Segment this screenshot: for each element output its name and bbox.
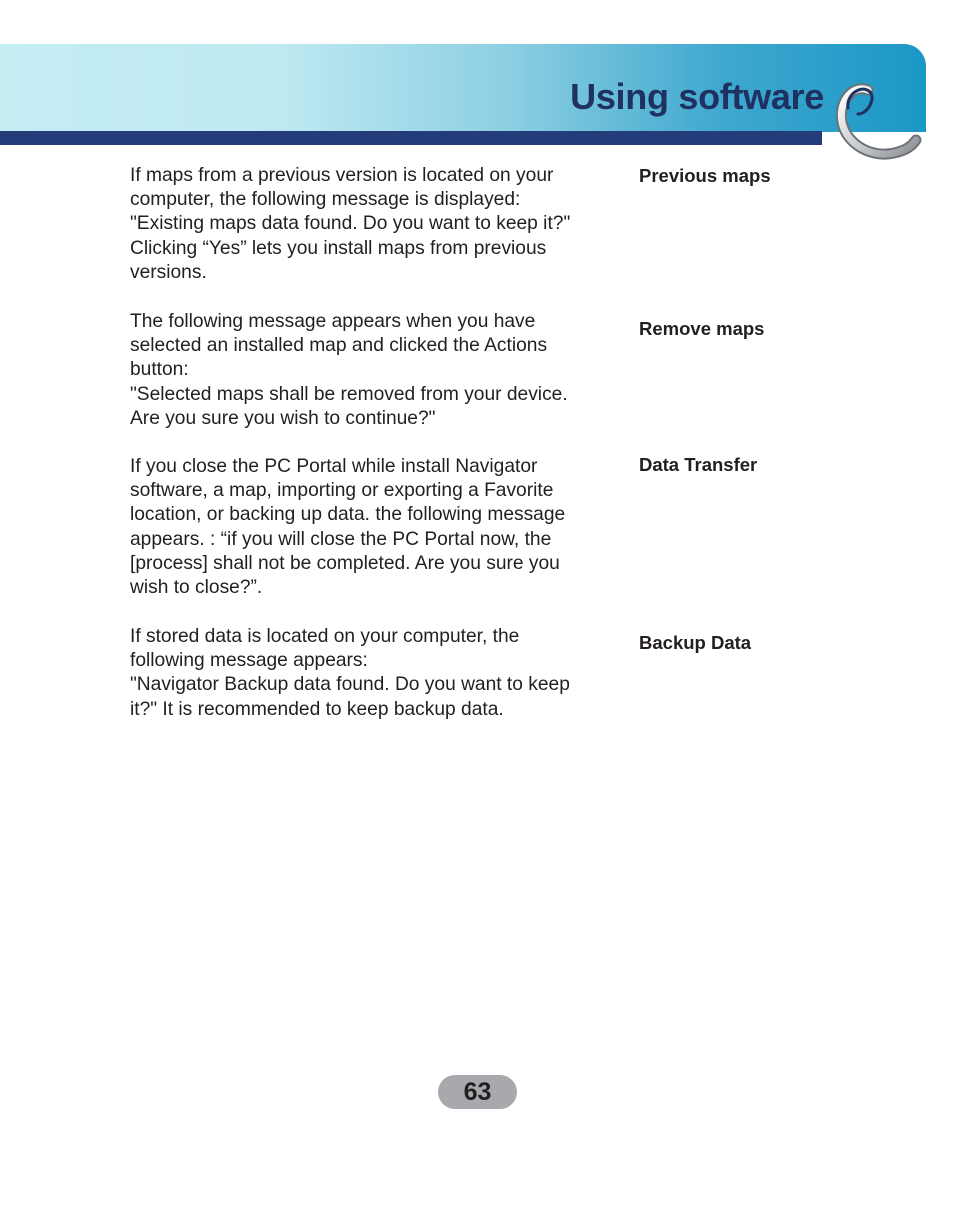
page-number: 63 (463, 1077, 492, 1106)
section-text-previous-maps: If maps from a previous version is located on your computer, the following message is displayed: "Existing maps data found. Do you want to keep it?" Clicking “Yes” lets you install maps from previous versions. (130, 165, 571, 283)
header-rule (0, 131, 822, 145)
page-number-badge (438, 1075, 517, 1109)
section-text-data-transfer: If you close the PC Portal while install Navigator software, a map, importing or exporting a Favorite location, or backing up data. the following message appears. : “if you will close the PC Portal now, the [process] shall not be completed. Are you sure you wish to close?”. (130, 456, 566, 599)
section-heading-remove-maps: Remove maps (639, 318, 765, 339)
ring-icon (832, 80, 922, 164)
section-text-remove-maps: The following message appears when you have selected an installed map and clicked the Actions button: "Selected maps shall be removed from your device. Are you sure you wish to continue?" (130, 311, 568, 429)
section-heading-data-transfer: Data Transfer (639, 454, 758, 475)
page-title: Using software (570, 76, 824, 117)
section-heading-backup-data: Backup Data (639, 632, 752, 653)
section-heading-previous-maps: Previous maps (639, 165, 771, 186)
section-text-backup-data: If stored data is located on your computer, the following message appears: "Navigator Backup data found. Do you want to keep it?" It is recommended to keep backup data. (130, 626, 570, 720)
